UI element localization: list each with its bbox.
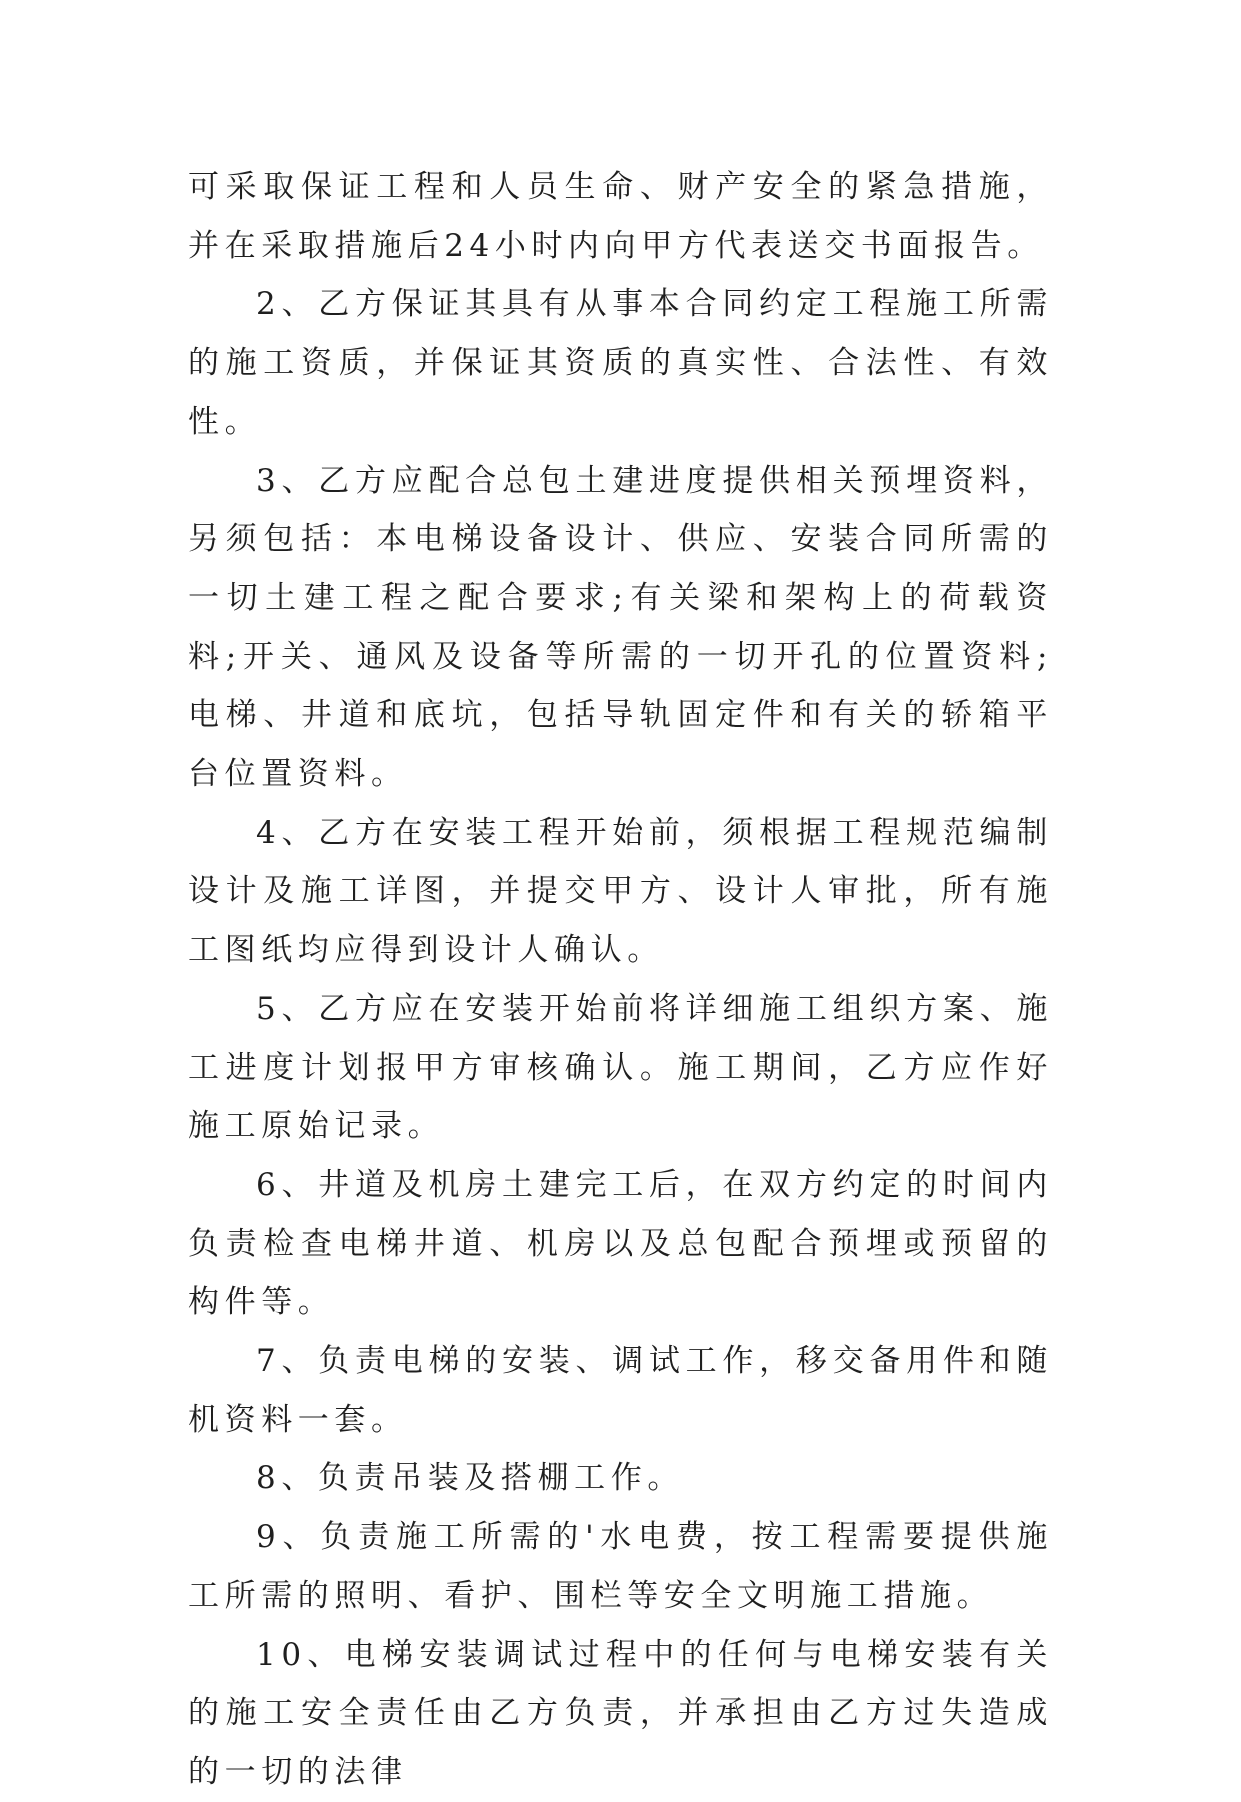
paragraph-item-10: 10、电梯安装调试过程中的任何与电梯安装有关的施工安全责任由乙方负责，并承担由乙方过失造成的一切的法律: [188, 1636, 1053, 1790]
document-body: [188, 158, 1053, 1802]
paragraph-item-8: 8、负责吊装及搭棚工作。: [256, 1460, 684, 1497]
paragraph-item-5: 5、乙方应在安装开始前将详细施工组织方案、施工进度计划报甲方审核确认。施工期间，乙方应作好施工原始记录。: [188, 990, 1053, 1145]
paragraph-item-6: 6、井道及机房土建完工后，在双方约定的时间内负责检查电梯井道、机房以及总包配合预埋或预留的构件等。: [188, 1166, 1053, 1321]
paragraph-item-2: 2、乙方保证其具有从事本合同约定工程施工所需的施工资质，并保证其资质的真实性、合法性、有效性。: [188, 286, 1053, 440]
paragraph-item-7: 7、负责电梯的安装、调试工作，移交备用件和随机资料一套。: [188, 1343, 1053, 1438]
paragraph-item-3: 3、乙方应配合总包土建进度提供相关预埋资料，另须包括：本电梯设备设计、供应、安装合同所需的一切土建工程之配合要求;有关梁和架构上的荷载资料;开关、通风及设备等所需的一切开孔的位置资料;电梯、井道和底坑，包括导轨固定件和有关的轿箱平台位置资料。: [188, 462, 1053, 793]
paragraph-item-9: 9、负责施工所需的'水电费，按工程需要提供施工所需的照明、看护、围栏等安全文明施工措施。: [188, 1519, 1053, 1614]
paragraph-continuation: 可采取保证工程和人员生命、财产安全的紧急措施，并在采取措施后24小时内向甲方代表送交书面报告。: [188, 169, 1053, 264]
paragraph-item-4: 4、乙方在安装工程开始前，须根据工程规范编制设计及施工详图，并提交甲方、设计人审批，所有施工图纸均应得到设计人确认。: [188, 814, 1053, 969]
